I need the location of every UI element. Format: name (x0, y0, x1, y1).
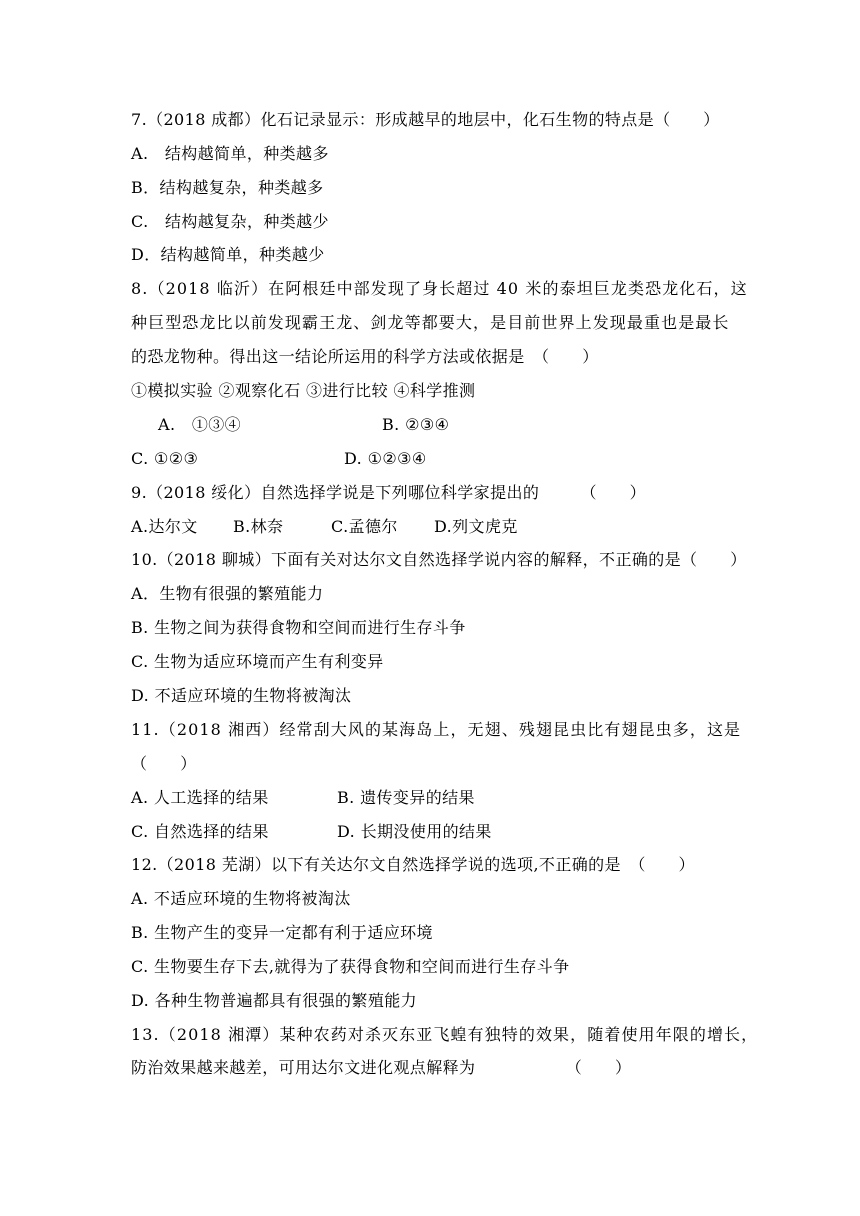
question-11-option-b: B. 遗传变异的结果 (337, 788, 475, 807)
question-7-option-d: D．结构越简单，种类越少 (131, 245, 325, 264)
question-10-option-d: D. 不适应环境的生物将被淘汰 (131, 686, 352, 705)
question-12-option-b: B. 生物产生的变异一定都有利于适应环境 (131, 923, 433, 942)
question-9-option-b: B.林奈 (233, 517, 284, 536)
question-9-option-a: A.达尔文 (131, 517, 198, 536)
question-9-option-c: C.孟德尔 (331, 517, 398, 536)
question-8-option-a: A. ①③④ (158, 415, 242, 434)
question-10-option-b: B. 生物之间为获得食物和空间而进行生存斗争 (131, 618, 466, 637)
question-11-option-d: D. 长期没使用的结果 (337, 822, 492, 841)
question-11-stem-line-1: 11.（2018 湘西）经常刮大风的某海岛上，无翅、残翅昆虫比有翅昆虫多，这是 (131, 720, 742, 739)
question-10-option-a: A．生物有很强的繁殖能力 (131, 584, 324, 603)
question-7-option-a: A. 结构越简单，种类越多 (131, 144, 329, 163)
question-8-option-d: D. ①②③④ (344, 449, 427, 468)
question-11-stem-line-2: （ ） (131, 754, 197, 773)
question-13-stem-line-2: 防治效果越来越差，可用达尔文进化观点解释为 （ ） (131, 1058, 632, 1077)
question-12-stem: 12.（2018 芜湖）以下有关达尔文自然选择学说的选项,不正确的是 （ ） (131, 855, 695, 874)
question-9-option-d: D.列文虎克 (434, 517, 518, 536)
question-7-stem: 7.（2018 成都）化石记录显示：形成越早的地层中，化石生物的特点是（ ） (131, 110, 720, 129)
question-10-option-c: C. 生物为适应环境而产生有利变异 (131, 652, 384, 671)
question-8-stem-line-2: 种巨型恐龙比以前发现霸王龙、剑龙等都要大，是目前世界上发现最重也是最长 (131, 313, 730, 332)
question-7-option-c: C. 结构越复杂，种类越少 (131, 212, 329, 231)
question-8-option-c: C. ①②③ (131, 449, 199, 468)
question-12-option-a: A. 不适应环境的生物将被淘汰 (131, 889, 351, 908)
question-12-option-d: D. 各种生物普遍都具有很强的繁殖能力 (131, 991, 418, 1010)
question-13-stem-line-1: 13.（2018 湘潭）某种农药对杀灭东亚飞蝗有独特的效果，随着使用年限的增长， (131, 1025, 759, 1044)
question-8-option-b: B. ②③④ (382, 415, 450, 434)
question-11-option-a: A. 人工选择的结果 (131, 788, 269, 807)
question-8-stem-line-3: 的恐龙物种。得出这一结论所运用的科学方法或依据是 （ ） (131, 347, 599, 366)
question-12-option-c: C. 生物要生存下去,就得为了获得食物和空间而进行生存斗争 (131, 957, 570, 976)
question-8-statements: ①模拟实验 ②观察化石 ③进行比较 ④科学推测 (131, 381, 476, 400)
question-10-stem: 10.（2018 聊城）下面有关对达尔文自然选择学说内容的解释，不正确的是（ ） (131, 550, 747, 569)
question-9-stem: 9.（2018 绥化）自然选择学说是下列哪位科学家提出的 （ ） (131, 483, 647, 502)
question-8-stem-line-1: 8.（2018 临沂）在阿根廷中部发现了身长超过 40 米的泰坦巨龙类恐龙化石，这 (131, 279, 748, 298)
question-11-option-c: C. 自然选择的结果 (131, 822, 269, 841)
question-7-option-b: B．结构越复杂，种类越多 (131, 178, 324, 197)
